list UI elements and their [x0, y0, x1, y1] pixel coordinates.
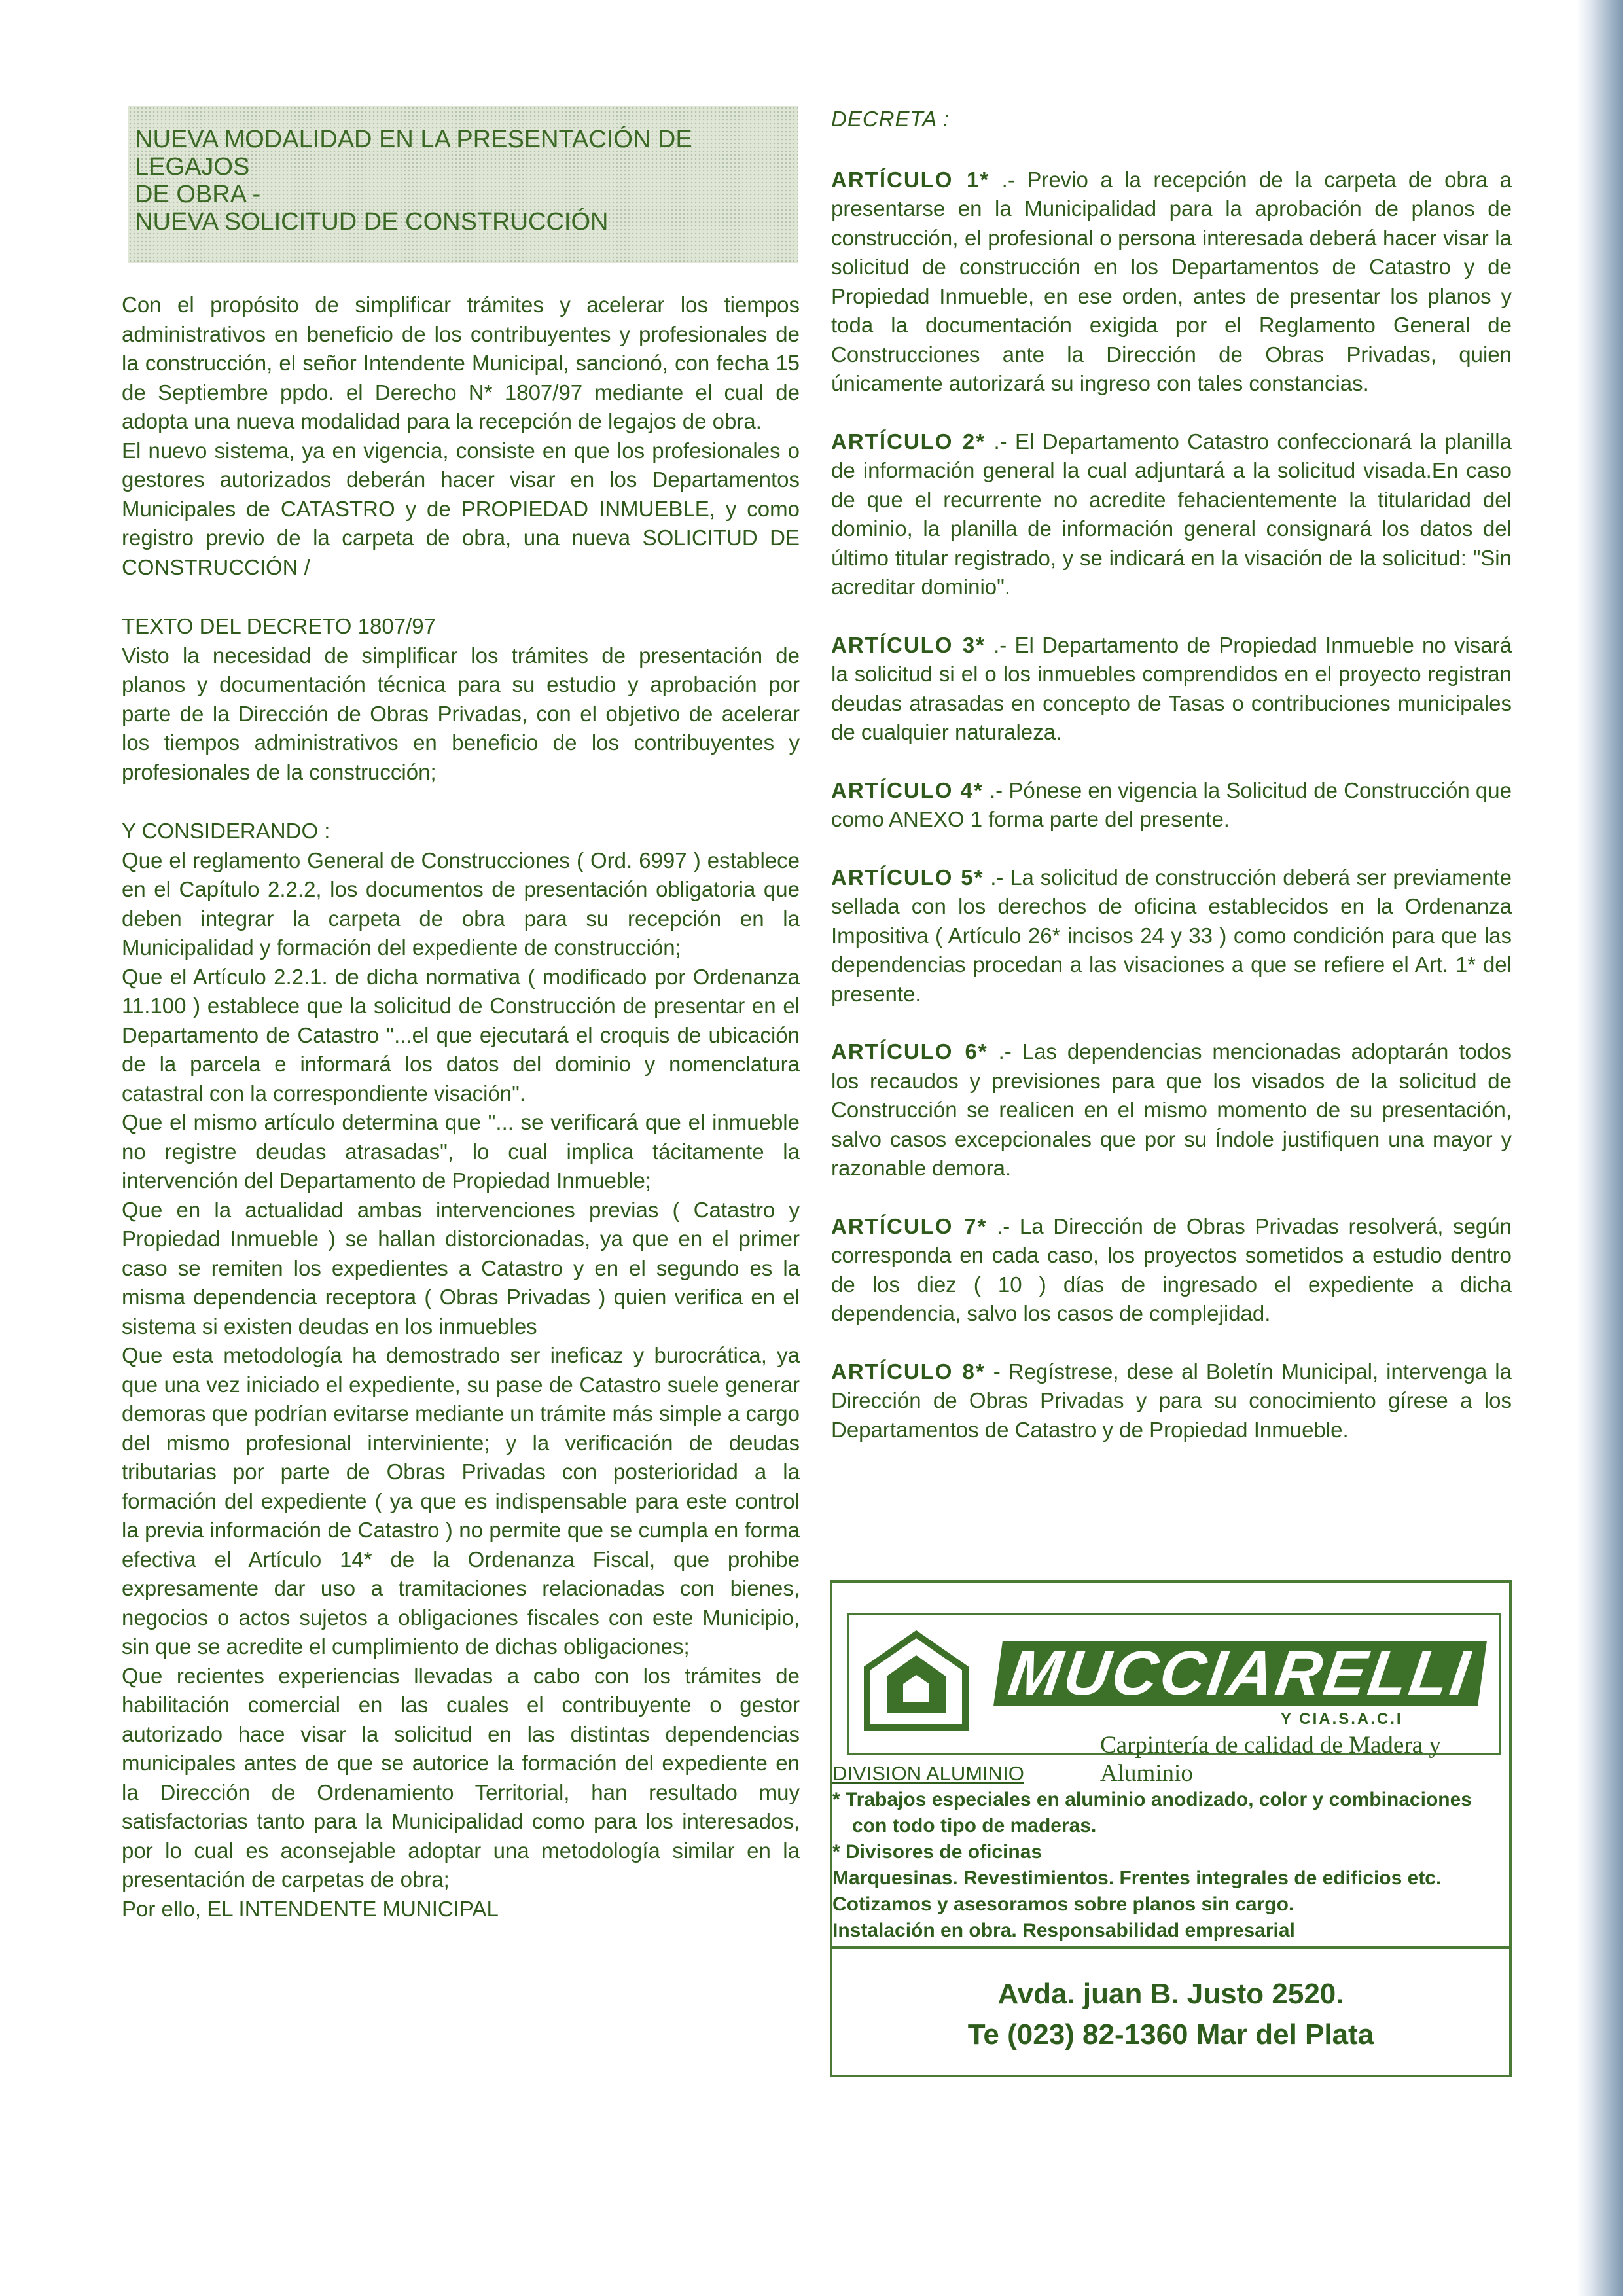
- visto-paragraph: Visto la necesidad de simplificar los trámites de presentación de planos y documentación técnica para su estudio y aprobación por parte de la Dirección de Obras Privadas, con el objetivo de acelerar los tiempos administrativos en beneficio de los contribuyentes y profesionales de la construcción;: [122, 643, 800, 784]
- article-title-box: [128, 106, 798, 263]
- right-column: [831, 105, 1512, 1444]
- brand-logo-text: MUCCIARELLI: [993, 1641, 1487, 1706]
- title-line-3: NUEVA SOLICITUD DE CONSTRUCCIÓN: [135, 208, 609, 236]
- por-ello-line: Por ello, EL INTENDENTE MUNICIPAL: [122, 1896, 499, 1921]
- service-item: Marquesinas. Revestimientos. Frentes integrales de edificios etc.: [832, 1867, 1442, 1889]
- article-4: [831, 776, 1512, 834]
- service-item: * Trabajos especiales en aluminio anodizado, color y combinaciones: [832, 1789, 1472, 1810]
- article-6: [831, 1037, 1512, 1183]
- ad-divider: [832, 1946, 1509, 1949]
- article-text: .- La Dirección de Obras Privadas resolverá, según corresponda en cada caso, los proyectos sometidos a estudio dentro de los diez ( 10 ) días de ingresado el expediente a dicha dependencia, salvo los casos de complejidad.: [831, 1213, 1512, 1325]
- article-text: .- El Departamento Catastro confeccionará la planilla de información general la cual adjuntará a la solicitud visada.En caso de que el recurrente no acredite fehacientemente la titularidad del dominio, la planilla de información general consignará los datos del último titular registrado, y se indicará en la visación de la solicitud: "Sin acreditar dominio".: [831, 429, 1512, 599]
- article-3: [831, 631, 1512, 747]
- article-text: .- Las dependencias mencionadas adoptarán todos los recaudos y previsiones para que los visados de la solicitud de Construcción se realicen en el mismo momento de su presentación, salvo casos excepcionales que por su Índole justifiquen una mayor y razonable demora.: [831, 1039, 1512, 1180]
- service-item: Instalación en obra. Responsabilidad empresarial: [832, 1920, 1295, 1941]
- considerando-paragraph: Que en la actualidad ambas intervenciones previas ( Catastro y Propiedad Inmueble ) se hallan distorcionadas, ya que en el primer caso se remiten los expedientes a Catastro y en el segundo es la misma dependencia receptora ( Obras Privadas ) quien verifica en el sistema si existen deudas en los inmuebles: [122, 1197, 800, 1338]
- considerando-heading: Y CONSIDERANDO :: [122, 819, 330, 843]
- article-label: ARTÍCULO 3*: [831, 632, 986, 657]
- service-item: Cotizamos y asesoramos sobre planos sin cargo.: [832, 1893, 1294, 1915]
- page-edge-shadow: [1577, 0, 1623, 2296]
- title-line-2: DE OBRA -: [135, 181, 261, 208]
- article-1: [831, 166, 1512, 399]
- logo-mark-icon: [861, 1629, 972, 1740]
- service-item: con todo tipo de maderas.: [852, 1815, 1097, 1837]
- division-heading: DIVISION ALUMINIO: [832, 1762, 1024, 1785]
- article-7: [831, 1212, 1512, 1329]
- article-text: .- El Departamento de Propiedad Inmueble no visará la solicitud si el o los inmuebles comprendidos en el proyecto registran deudas atrasadas en concepto de Tasas o contribuciones municipales de cualquier naturaleza.: [831, 632, 1512, 744]
- considerando-paragraph: Que recientes experiencias llevadas a cabo con los trámites de habilitación comercial en las cuales el contribuyente o gestor autorizado hace visar la solicitud en las distintas dependencias municipales antes de que se autorice la formación del expediente en la Dirección de Ordenamiento Territorial, han resultado muy satisfactorias tanto para la Municipalidad como para los interesados, por lo cual es aconsejable adoptar una metodología similar en la presentación de carpetas de obra;: [122, 1663, 800, 1892]
- considerando-paragraph: Que el mismo artículo determina que "... se verificará que el inmueble no registre deudas atrasadas", lo cual implica tácitamente la intervención del Departamento de Propiedad Inmueble;: [122, 1110, 800, 1193]
- article-text: .- Pónese en vigencia la Solicitud de Construcción que como ANEXO 1 forma parte del presente.: [831, 778, 1512, 831]
- considerando-paragraph: Que esta metodología ha demostrado ser ineficaz y burocrática, ya que una vez iniciado el expediente, su pase de Catastro suele generar demoras que podrían evitarse mediante un trámite más simple a cargo del mismo profesional interviniente; y la verificación de deudas tributarias por parte de Obras Privadas con posterioridad a la formación del expediente ( ya que es indispensable para este control la previa información de Catastro ) no permite que se cumpla en forma efectiva el Artículo 14* de la Ordenanza Fiscal, que prohibe expresamente dar uso a tramitaciones relacionadas con bienes, negocios o actos sujetos a obligaciones fiscales con este Municipio, sin que se acredite el cumplimiento de dichas obligaciones;: [122, 1343, 800, 1659]
- advertisement-box: [830, 1580, 1512, 2077]
- article-label: ARTÍCULO 6*: [831, 1039, 988, 1064]
- ad-address: Avda. juan B. Justo 2520.: [997, 1978, 1344, 2010]
- article-label: ARTÍCULO 4*: [831, 778, 984, 802]
- article-2: [831, 427, 1512, 602]
- title-line-1: NUEVA MODALIDAD EN LA PRESENTACIÓN DE LEGAJOS: [135, 126, 692, 181]
- article-text: .- La solicitud de construcción deberá ser previamente sellada con los derechos de oficina establecidos en la Ordenanza Impositiva ( Artículo 26* incisos 24 y 33 ) como condición para que las dependencias procedan a las visaciones a que se refiere el Art. 1* del presente.: [831, 865, 1512, 1006]
- article-text: - Regístrese, dese al Boletín Municipal, intervenga la Dirección de Obras Privadas y para su conocimiento gírese a los Departamentos de Catastro y de Propiedad Inmueble.: [831, 1359, 1512, 1442]
- ad-contact: [832, 1974, 1509, 2055]
- left-column: [122, 106, 800, 1924]
- article-8: [831, 1357, 1512, 1445]
- article-label: ARTÍCULO 2*: [831, 429, 986, 454]
- article-label: ARTÍCULO 7*: [831, 1213, 988, 1238]
- intro-paragraph-1: Con el propósito de simplificar trámites y acelerar los tiempos administrativos en beneficio de los contribuyentes y profesionales de la construcción, el señor Intendente Municipal, sancionó, con fecha 15 de Septiembre ppdo. el Derecho N* 1807/97 mediante el cual de adopta una nueva modalidad para la recepción de legajos de obra.: [122, 293, 800, 433]
- considerando-paragraph: Que el Artículo 2.2.1. de dicha normativa ( modificado por Ordenanza 11.100 ) establece que la solicitud de Construcción de presentar en el Departamento de Catastro "...el que ejecutará el croquis de ubicación de la parcela e informará los datos del dominio y nomenclatura catastral con la correspondiente visación".: [122, 964, 800, 1105]
- article-label: ARTÍCULO 8*: [831, 1359, 986, 1384]
- ad-services-list: [832, 1761, 1509, 1944]
- decree-text-heading: TEXTO DEL DECRETO 1807/97: [122, 614, 436, 638]
- ad-phone: Te (023) 82-1360 Mar del Plata: [967, 2018, 1374, 2051]
- intro-paragraph-2: El nuevo sistema, ya en vigencia, consiste en que los profesionales o gestores autorizados deberán hacer visar en los Departamentos Municipales de CATASTRO y de PROPIEDAD INMUEBLE, y como registro previo de la carpeta de obra, una nueva SOLICITUD DE CONSTRUCCIÓN /: [122, 438, 800, 579]
- article-text: .- Previo a la recepción de la carpeta de obra a presentarse en la Municipalidad para la aprobación de planos de construcción, el profesional o persona interesada deberá hacer visar la solicitud de construcción en los Departamentos de Catastro y de Propiedad Inmueble, en ese orden, antes de presentar los planos y toda la documentación exigida por el Reglamento General de Construcciones ante la Dirección de Obras Privadas, quien únicamente autorizará su ingreso con tales constancias.: [831, 167, 1512, 395]
- article-label: ARTÍCULO 5*: [831, 865, 984, 889]
- company-suffix: Y CIA.S.A.C.I: [1281, 1710, 1403, 1728]
- decreta-heading: DECRETA :: [831, 107, 950, 131]
- article-label: ARTÍCULO 1*: [831, 167, 990, 192]
- article-5: [831, 863, 1512, 1009]
- ad-slogan: Carpintería de calidad de Madera y Aluminio: [1100, 1732, 1441, 1787]
- considerando-paragraph: Que el reglamento General de Construcciones ( Ord. 6997 ) establece en el Capítulo 2.2.2, los documentos de presentación obligatoria que deben integrar la carpeta de obra para su recepción en la Municipalidad y formación del expediente de construcción;: [122, 848, 800, 960]
- service-item: * Divisores de oficinas: [832, 1841, 1043, 1863]
